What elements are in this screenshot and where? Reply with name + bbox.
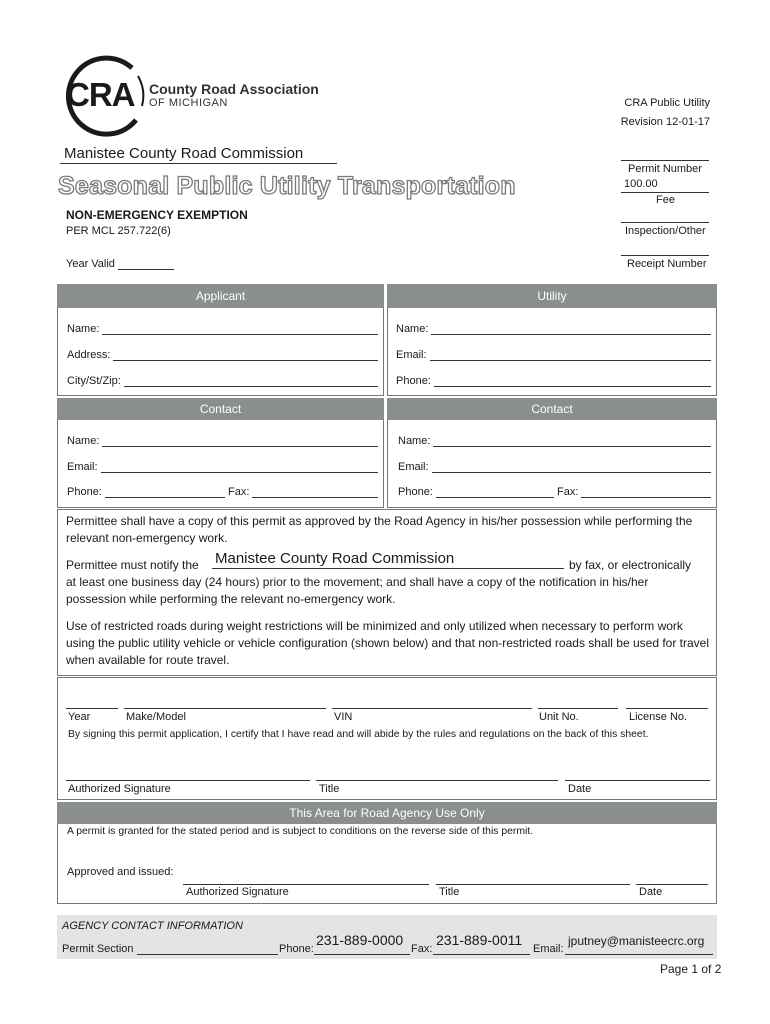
contact-left-fax-field[interactable]: Fax:: [228, 486, 378, 498]
inspection-line[interactable]: [621, 222, 709, 223]
utility-phone-field[interactable]: Phone:: [396, 375, 711, 387]
applicant-signature-line[interactable]: [66, 780, 310, 781]
terms-notify-end: by fax, or electronically: [569, 558, 692, 572]
utility-email-field[interactable]: Email:: [396, 349, 711, 361]
agency-date-line[interactable]: [636, 884, 708, 885]
email-label: Email:: [533, 943, 564, 955]
permit-number-line[interactable]: [621, 160, 709, 161]
fax-line: [433, 954, 530, 955]
terms-paragraph-1: Permittee shall have a copy of this permit as approved by the Road Agency in his/her possession while performing the relevant non-emergency work.: [66, 514, 693, 545]
email-value[interactable]: jputney@manisteecrc.org: [568, 934, 705, 948]
applicant-title-line[interactable]: [316, 780, 558, 781]
statute: PER MCL 257.722(6): [66, 225, 171, 237]
agency-contact-heading: AGENCY CONTACT INFORMATION: [62, 920, 243, 932]
contact-right-email-field[interactable]: Email:: [398, 461, 711, 473]
logo-mark: CRA: [66, 76, 135, 113]
applicant-city-field[interactable]: City/St/Zip:: [67, 375, 378, 387]
agency-date-label: Date: [639, 886, 663, 898]
agency-name: Manistee County Road Commission: [64, 145, 304, 162]
logo-sub: OF MICHIGAN: [149, 97, 228, 109]
vin-label: VIN: [334, 711, 353, 723]
fee-value[interactable]: 100.00: [624, 178, 658, 190]
form-title: Seasonal Public Utility Transportation: [58, 172, 516, 200]
phone-label: Phone:: [279, 943, 314, 955]
receipt-line[interactable]: [621, 255, 709, 256]
logo-name: County Road Association: [149, 81, 319, 97]
applicant-name-field[interactable]: Name:: [67, 323, 378, 335]
make-line[interactable]: [124, 708, 326, 709]
fax-label: Fax:: [411, 943, 433, 955]
contact-right-phone-field[interactable]: Phone:: [398, 486, 554, 498]
contact-left-email-field[interactable]: Email:: [67, 461, 378, 473]
license-label: License No.: [629, 711, 688, 723]
terms-paragraph-2: at least one business day (24 hours) prior to the movement; and shall have a copy of the notification in his/her possession while performing the relevant no-emergency work.: [66, 575, 649, 606]
approved-label: Approved and issued:: [67, 866, 174, 878]
applicant-title-label: Title: [319, 783, 340, 795]
agency-signature-label: Authorized Signature: [186, 886, 289, 898]
agency-name-underline: [60, 163, 337, 164]
utility-name-field[interactable]: Name:: [396, 323, 711, 335]
certify-text: By signing this permit application, I certify that I have read and will abide by the rules and regulations on the back of this sheet.: [68, 729, 649, 740]
agency-signature-line[interactable]: [183, 884, 429, 885]
fax-value[interactable]: 231-889-0011: [436, 932, 523, 948]
email-line: [565, 954, 713, 955]
license-line[interactable]: [626, 708, 708, 709]
agency-use-header: This Area for Road Agency Use Only: [57, 802, 717, 824]
contact-right-fax-field[interactable]: Fax:: [557, 486, 711, 498]
phone-line: [314, 954, 410, 955]
terms-notify-start: Permittee must notify the: [66, 558, 199, 572]
permit-section-field[interactable]: Permit Section: [62, 943, 278, 955]
doc-type: CRA Public Utility: [624, 97, 710, 109]
applicant-signature-label: Authorized Signature: [68, 783, 171, 795]
terms-paragraph-3: Use of restricted roads during weight restrictions will be minimized and only utilized when necessary to perform work using the public utility vehicle or vehicle configuration (shown below) and that non-restricted roads shall be used for travel when available for route travel.: [66, 619, 710, 667]
make-label: Make/Model: [126, 711, 186, 723]
inspection-label: Inspection/Other: [625, 225, 706, 237]
revision: Revision 12-01-17: [620, 116, 710, 128]
year-valid-field[interactable]: Year Valid: [66, 258, 174, 270]
cra-logo: [62, 54, 322, 138]
unit-label: Unit No.: [539, 711, 579, 723]
unit-line[interactable]: [538, 708, 618, 709]
phone-value[interactable]: 231-889-0000: [316, 932, 404, 948]
year-line[interactable]: [66, 708, 118, 709]
contact-left-name-field[interactable]: Name:: [67, 435, 378, 447]
contact-left-header: Contact: [57, 398, 384, 420]
agency-title-label: Title: [439, 886, 460, 898]
applicant-header: Applicant: [57, 284, 384, 308]
utility-header: Utility: [387, 284, 717, 308]
agency-title-line[interactable]: [436, 884, 630, 885]
contact-left-phone-field[interactable]: Phone:: [67, 486, 225, 498]
applicant-date-label: Date: [568, 783, 592, 795]
granted-text: A permit is granted for the stated period and is subject to conditions on the reverse side of this permit.: [67, 826, 534, 837]
fee-line: [621, 192, 709, 193]
applicant-date-line[interactable]: [565, 780, 710, 781]
receipt-label: Receipt Number: [627, 258, 707, 270]
applicant-address-field[interactable]: Address:: [67, 349, 378, 361]
subtitle: NON-EMERGENCY EXEMPTION: [66, 208, 248, 222]
contact-right-name-field[interactable]: Name:: [398, 435, 711, 447]
permit-number-label: Permit Number: [628, 163, 702, 175]
terms-notify-line: [212, 568, 564, 569]
page-number: Page 1 of 2: [660, 962, 722, 976]
contact-right-header: Contact: [387, 398, 717, 420]
vin-line[interactable]: [332, 708, 532, 709]
year-label: Year: [68, 711, 91, 723]
terms-notify-agency[interactable]: Manistee County Road Commission: [215, 550, 455, 567]
fee-label: Fee: [656, 194, 675, 206]
